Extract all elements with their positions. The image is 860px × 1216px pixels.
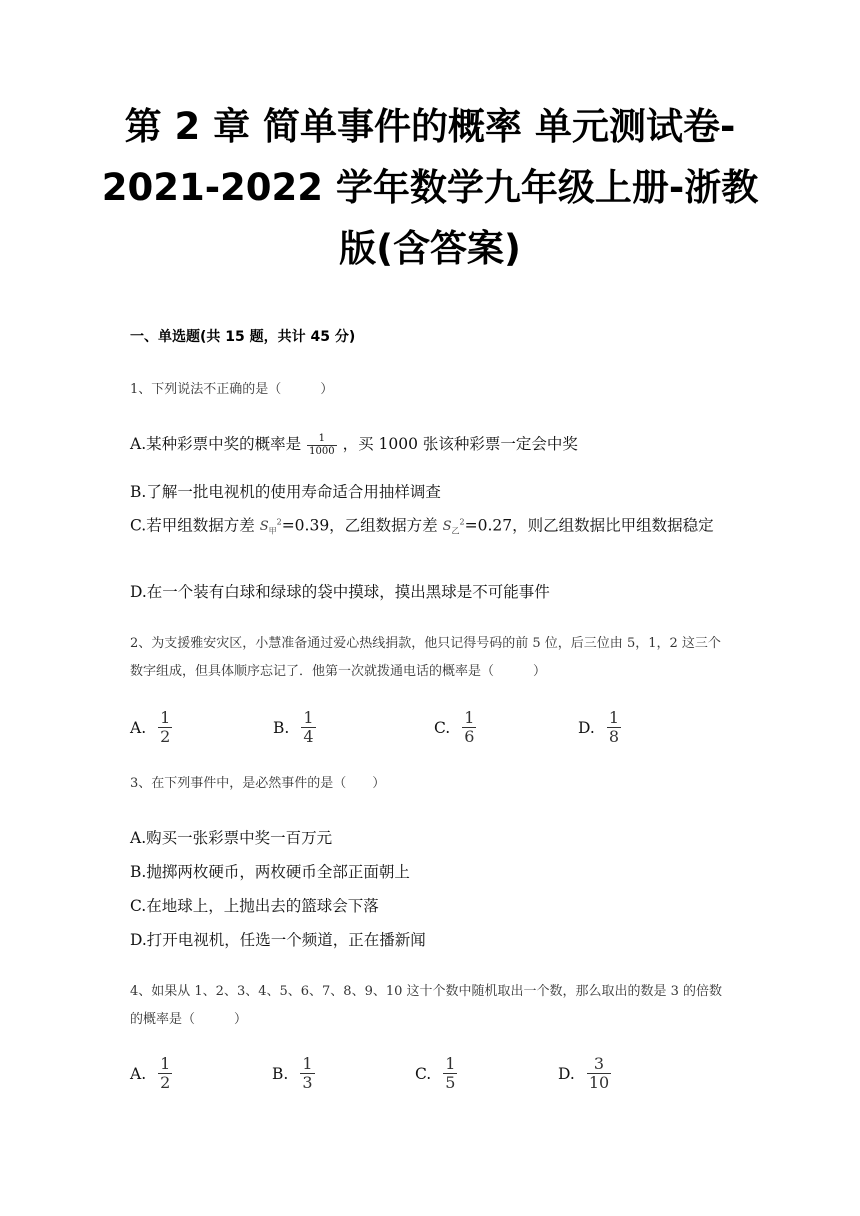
fraction-numerator: 1 (445, 1054, 456, 1073)
question-4-choice-c (415, 1056, 463, 1091)
question-4-stem: 4、如果从 1、2、3、4、5、6、7、8、9、10 这十个数中随机取出一个数，那么取出的数是 3 的倍数的概率是（ ） (130, 984, 723, 1027)
option-a-text-before: A.某种彩票中奖的概率是 (130, 435, 302, 453)
question-1-option-c (130, 509, 730, 546)
question-3-option-c: C.在地球上，上抛出去的篮球会下落 (130, 897, 379, 915)
question-2-choice-c (434, 710, 482, 745)
choice-label: C. (415, 1064, 432, 1083)
question-4-choice-a (130, 1056, 178, 1091)
fraction-numerator: 1 (160, 708, 171, 727)
choice-label: D. (578, 718, 595, 737)
variance-symbol-yi (443, 519, 465, 534)
symbol-subscript: 甲 (268, 526, 277, 536)
choice-label: A. (130, 1064, 147, 1083)
fraction-denominator: 2 (160, 727, 171, 746)
question-4-choice-d (558, 1056, 617, 1091)
fraction-denominator: 3 (302, 1073, 313, 1092)
title-line-2: 2021-2022 学年数学九年级上册-浙教 (101, 166, 759, 209)
fraction-numerator: 1 (303, 708, 314, 727)
option-c-text-after: =0.27，则乙组数据比甲组数据稳定 (464, 516, 714, 535)
choice-fraction (158, 1056, 172, 1091)
fraction-denominator: 5 (445, 1073, 456, 1092)
question-4-choice-b (272, 1056, 321, 1091)
fraction-numerator: 1 (318, 432, 326, 444)
section-heading: 一、单选题(共 15 题，共计 45 分) (130, 329, 356, 345)
question-1-option-b: B.了解一批电视机的使用寿命适合用抽样调查 (130, 483, 441, 501)
question-3-stem: 3、在下列事件中，是必然事件的是（ ） (130, 776, 386, 791)
fraction-numerator: 1 (608, 708, 619, 727)
choice-fraction (300, 1056, 314, 1091)
choice-label: A. (130, 718, 147, 737)
question-1-option-d: D.在一个装有白球和绿球的袋中摸球，摸出黑球是不可能事件 (130, 583, 550, 601)
choice-fraction (607, 710, 621, 745)
fraction-denominator: 8 (608, 727, 619, 746)
symbol-s: S (442, 519, 452, 535)
fraction-denominator: 1000 (309, 445, 335, 457)
choice-label: D. (558, 1064, 575, 1083)
fraction-denominator: 2 (160, 1073, 171, 1092)
question-3-option-d: D.打开电视机，任选一个频道，正在播新闻 (130, 931, 426, 949)
question-1-option-a (130, 432, 730, 457)
fraction-denominator: 4 (303, 727, 314, 746)
fraction-1-over-1000 (307, 434, 336, 457)
symbol-superscript: 2 (276, 518, 282, 527)
option-c-text-middle: =0.39，乙组数据方差 (281, 516, 438, 535)
symbol-subscript: 乙 (451, 526, 460, 536)
fraction-denominator: 10 (588, 1073, 610, 1092)
question-2-stem: 2、为支援雅安灾区，小慧准备通过爱心热线捐款，他只记得号码的前 5 位，后三位由 5，1，2 这三个数字组成，但具体顺序忘记了．他第一次就拨通电话的概率是（ ） (130, 636, 721, 679)
option-a-text-after: ，买 1000 张该种彩票一定会中奖 (342, 435, 578, 453)
symbol-superscript: 2 (459, 518, 465, 527)
fraction-numerator: 3 (593, 1054, 605, 1073)
symbol-s: S (259, 519, 269, 535)
fraction-numerator: 1 (160, 1054, 171, 1073)
fraction-denominator: 6 (464, 727, 475, 746)
question-3-option-b: B.抛掷两枚硬币，两枚硬币全部正面朝上 (130, 863, 410, 881)
title-line-1: 第 2 章 简单事件的概率 单元测试卷- (124, 105, 736, 148)
fraction-numerator: 1 (302, 1054, 313, 1073)
question-2-choice-a (130, 710, 178, 745)
question-2-choice-b (273, 710, 322, 745)
fraction-numerator: 1 (464, 708, 475, 727)
choice-fraction (462, 710, 476, 745)
choice-fraction (443, 1056, 457, 1091)
choice-label: B. (273, 718, 290, 737)
choice-label: B. (272, 1064, 289, 1083)
choice-label: C. (434, 718, 451, 737)
variance-symbol-jia (260, 519, 282, 534)
choice-fraction (301, 710, 315, 745)
choice-fraction (158, 710, 172, 745)
question-3-option-a: A.购买一张彩票中奖一百万元 (130, 829, 333, 847)
choice-fraction (587, 1056, 611, 1091)
option-c-text-before: C.若甲组数据方差 (130, 516, 255, 535)
question-2-choice-d (578, 710, 627, 745)
title-line-3: 版(含答案) (339, 227, 521, 270)
document-title (60, 96, 800, 279)
question-1-stem: 1、下列说法不正确的是（ ） (130, 382, 334, 397)
